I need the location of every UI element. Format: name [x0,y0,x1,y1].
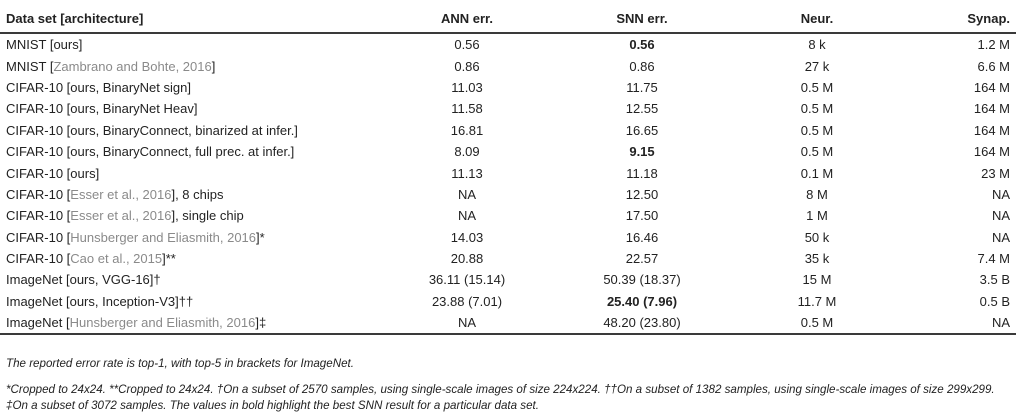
cell-synap: 23 M [981,165,1010,181]
cell-neur: 0.5 M [800,79,834,95]
cell-ann-err: 20.88 [450,251,484,267]
dataset-prefix: MNIST [ [6,37,54,53]
cell-dataset [0,312,392,334]
cell-neur: 1 M [806,208,828,224]
cell-ann-err: 23.88 (7.01) [431,293,503,309]
table-row [0,205,1016,226]
dataset-suffix: ], 8 chips [171,186,224,202]
dataset-prefix: MNIST [ [6,58,54,74]
dataset-prefix: CIFAR-10 [ [6,186,71,202]
cell-dataset [0,120,392,141]
cell-dataset [0,184,392,205]
cell-neur: 35 k [804,251,830,267]
cell-neur: 0.5 M [800,315,834,331]
note-error-rate: The reported error rate is top-1, with top-5 in brackets for ImageNet. [6,357,354,370]
citation-link: Esser et al., 2016 [70,208,172,224]
cell-synap: NA [991,208,1010,224]
cell-synap: 7.4 M [977,251,1010,267]
table-notes [6,356,1010,415]
cell-ann-err: 11.13 [451,165,483,181]
dataset-prefix: ImageNet [ [6,272,70,288]
cell-ann-err: 36.11 (15.14) [428,272,506,288]
header-synap: Synap. [967,10,1010,26]
cell-snn-err: 50.39 (18.37) [603,272,681,288]
dataset-suffix: ours] [53,37,83,53]
dataset-suffix: ] [211,58,216,74]
header-neur: Neur. [800,10,834,26]
dataset-prefix: CIFAR-10 [ [6,251,71,267]
cell-snn-err: 0.56 [629,37,655,53]
cell-snn-err: 16.46 [625,229,659,245]
header-ann-err: ANN err. [440,10,494,26]
cell-neur: 50 k [804,229,830,245]
cell-dataset [0,98,392,119]
cell-synap: 164 M [973,122,1010,138]
cell-ann-err: NA [457,315,477,331]
citation-link: Hunsberger and Eliasmith, 2016 [70,229,257,245]
dataset-suffix: ours, Inception-V3]†† [69,293,194,309]
cell-synap: NA [991,186,1010,202]
cell-snn-err: 9.15 [629,144,655,160]
cell-neur: 15 M [802,272,832,288]
cell-snn-err: 12.55 [625,101,659,117]
cell-dataset [0,205,392,226]
cell-neur: 8 M [806,186,828,202]
table-row [0,184,1016,205]
cell-synap: 3.5 B [979,272,1010,288]
cell-dataset [0,162,392,183]
dataset-prefix: CIFAR-10 [ [6,144,71,160]
table-row [0,227,1016,248]
cell-ann-err: NA [457,186,477,202]
header-snn-err: SNN err. [616,10,668,26]
table-row [0,120,1016,141]
results-table [0,4,1016,335]
cell-dataset [0,55,392,76]
header-dataset: Data set [architecture] [6,10,144,26]
cell-neur: 0.5 M [800,122,834,138]
cell-neur: 27 k [804,58,830,74]
cell-dataset [0,227,392,248]
cell-dataset [0,33,392,55]
dataset-suffix: ours, BinaryConnect, binarized at infer.] [70,122,298,138]
citation-link: Esser et al., 2016 [70,186,172,202]
table-body [0,33,1016,334]
table-row [0,98,1016,119]
cell-snn-err: 22.57 [625,251,659,267]
table-row [0,248,1016,269]
dataset-prefix: CIFAR-10 [ [6,79,71,95]
table-row [0,33,1016,55]
dataset-suffix: ], single chip [171,208,244,224]
table-row [0,141,1016,162]
dataset-suffix: ours, BinaryConnect, full prec. at infer.] [70,144,295,160]
dataset-prefix: CIFAR-10 [ [6,122,71,138]
cell-synap: 164 M [973,79,1010,95]
dataset-suffix: ours] [70,165,100,181]
dataset-suffix: ours, VGG-16]† [69,272,161,288]
citation-link: Zambrano and Bohte, 2016 [53,58,212,74]
dataset-prefix: CIFAR-10 [ [6,229,71,245]
table-row [0,291,1016,312]
table-row [0,55,1016,76]
table-header-row [0,4,1016,33]
cell-snn-err: 11.18 [626,165,658,181]
dataset-suffix: ours, BinaryNet Heav] [70,101,198,117]
cell-snn-err: 11.75 [626,79,658,95]
cell-neur: 0.5 M [800,144,834,160]
cell-dataset [0,248,392,269]
table-row [0,77,1016,98]
cell-dataset [0,291,392,312]
cell-snn-err: 25.40 (7.96) [606,293,678,309]
cell-ann-err: 0.86 [454,58,480,74]
cell-ann-err: NA [457,208,477,224]
cell-synap: 0.5 B [979,293,1010,309]
cell-synap: 1.2 M [977,37,1010,53]
table-row [0,162,1016,183]
cell-ann-err: 14.03 [450,229,484,245]
citation-link: Cao et al., 2015 [70,251,163,267]
cell-snn-err: 48.20 (23.80) [603,315,681,331]
cell-synap: 6.6 M [977,58,1010,74]
citation-link: Hunsberger and Eliasmith, 2016 [69,315,256,331]
cell-synap: 164 M [973,101,1010,117]
dataset-prefix: CIFAR-10 [ [6,208,71,224]
table-row [0,312,1016,334]
dataset-prefix: CIFAR-10 [ [6,165,71,181]
cell-synap: NA [991,229,1010,245]
cell-synap: 164 M [973,144,1010,160]
cell-snn-err: 16.65 [625,122,659,138]
dataset-suffix: ours, BinaryNet sign] [70,79,191,95]
cell-dataset [0,269,392,290]
dataset-suffix: ]** [162,251,176,267]
cell-snn-err: 0.86 [629,58,655,74]
cell-neur: 0.1 M [800,165,834,181]
cell-dataset [0,77,392,98]
dataset-suffix: ]* [256,229,265,245]
cell-snn-err: 17.50 [625,208,659,224]
note-footnotes: *Cropped to 24x24. **Cropped to 24x24. †On a subset of 2570 samples, using single-scale images of size 224x224. ††On a subset of 1382 samples, using single-scale images of size 299x299. ‡On a subset of 3072 samples. The values in bold highlight the best SNN result for a particular data set. [6,382,995,413]
cell-ann-err: 0.56 [454,37,480,53]
cell-dataset [0,141,392,162]
cell-synap: NA [991,315,1010,331]
cell-ann-err: 11.03 [451,79,483,95]
cell-snn-err: 12.50 [625,186,659,202]
cell-neur: 11.7 M [797,293,837,309]
table-row [0,269,1016,290]
cell-ann-err: 11.58 [451,101,483,117]
cell-ann-err: 16.81 [450,122,484,138]
dataset-prefix: ImageNet [ [6,315,70,331]
dataset-prefix: CIFAR-10 [ [6,101,71,117]
cell-ann-err: 8.09 [454,144,480,160]
cell-neur: 0.5 M [800,101,834,117]
cell-neur: 8 k [808,37,826,53]
dataset-suffix: ]‡ [255,315,267,331]
dataset-prefix: ImageNet [ [6,293,70,309]
